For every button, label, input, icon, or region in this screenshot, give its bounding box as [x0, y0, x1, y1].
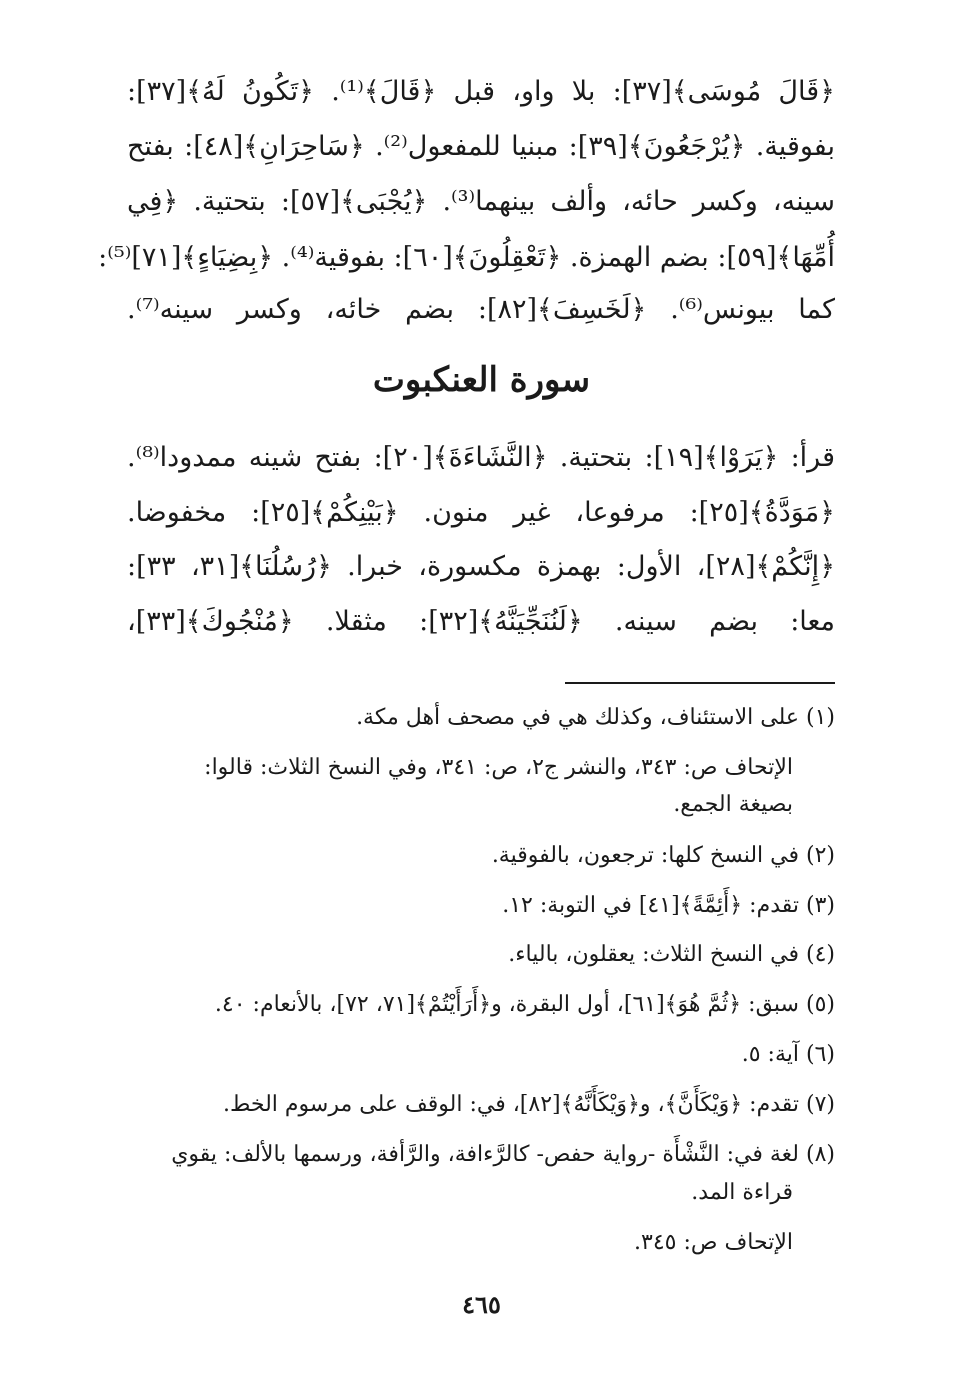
text-line: أُمِّهَا﴾[٥٩]: بضم الهمزة. ﴿تَعْقِلُونَ﴾[٦٠]: بفوقية⁽⁴⁾. ﴿بِضِيَاءٍ﴾[٧١]⁽⁵⁾: — [98, 242, 835, 273]
footnote-continuation: الإتحاف ص: ٣٤٥. — [634, 1230, 793, 1255]
text-line: كما بيونس⁽⁶⁾. ﴿لَخَسِفَ﴾[٨٢]: بضم خائه، وكسر سينه⁽⁷⁾. — [127, 294, 835, 325]
footnote: (٤) في النسخ الثلاث: يعقلون، بالياء. — [508, 942, 835, 967]
text-line: ﴿قَالَ مُوسَى﴾[٣٧]: بلا واو، قبل ﴿قَالَ﴾⁽¹⁾. ﴿تَكُونُ لَهُ﴾[٣٧]: — [127, 76, 835, 107]
footnote: (٨) لغة في: النَّشْأَة -رواية حفص- كالرَّءافة، والرَّأفة، ورسمها بالألف: يقوي — [171, 1142, 835, 1167]
footnote: (١) على الاستئناف، وكذلك هي في مصحف أهل مكة. — [356, 705, 835, 730]
footnote-continuation: قراءة المد. — [691, 1180, 793, 1205]
footnote: (٦) آية: ٥. — [741, 1042, 835, 1067]
footnote: (٥) سبق: ﴿ثُمَّ هُوَ﴾[٦١]، أول البقرة، و﴿أَرَأَيْتُمْ﴾[٧١، ٧٢]، بالأنعام: ٤٠. — [214, 992, 835, 1017]
footnote: (٣) تقدم: ﴿أَئِمَّةً﴾[٤١] في التوبة: ١٢. — [502, 893, 835, 918]
text-line: سينه، وكسر حائه، وألف بينهما⁽³⁾. ﴿يُجْبَى﴾[٥٧]: بتحتية. ﴿فِي — [127, 186, 835, 217]
footnote-divider — [565, 682, 835, 684]
text-line: ﴿مَوَدَّةُ﴾[٢٥]: مرفوعا، غير منون. ﴿بَيْنِكُمْ﴾[٢٥]: مخفوضا. — [127, 497, 835, 528]
page-number: ٤٦٥ — [462, 1290, 501, 1319]
footnote-continuation: الإتحاف ص: ٣٤٣، والنشر ج٢، ص: ٣٤١، وفي النسخ الثلاث: قالوا: — [204, 755, 793, 780]
text-line: بفوقية. ﴿يُرْجَعُونَ﴾[٣٩]: مبنيا للمفعول⁽²⁾. ﴿سَاحِرَانِ﴾[٤٨]: بفتح — [127, 131, 835, 162]
footnote: (٢) في النسخ كلها: ترجعون، بالفوقية. — [491, 843, 835, 868]
footnote-continuation: بصيغة الجمع. — [673, 792, 793, 817]
text-line: معا: بضم سينه. ﴿لَنُنَجِّيَنَّهُ﴾[٣٢]: مثقلا. ﴿مُنْجُوكَ﴾[٣٣]، — [127, 606, 836, 637]
surah-heading: سورة العنكبوت — [372, 360, 591, 400]
text-line: ﴿إِنَّكُمْ﴾[٢٨]، الأول: بهمزة مكسورة، خبرا. ﴿رُسُلُنَا﴾[٣١، ٣٣]: — [127, 551, 836, 582]
footnote: (٧) تقدم: ﴿وَيْكَأَنَّ﴾، و﴿وَيْكَأَنَّهُ﴾[٨٢]، في: الوقف على مرسوم الخط. — [223, 1092, 835, 1117]
text-line: قرأ: ﴿يَرَوْا﴾[١٩]: بتحتية. ﴿النَّشَاءَةَ﴾[٢٠]: بفتح شينه ممدودا⁽⁸⁾. — [127, 442, 835, 473]
